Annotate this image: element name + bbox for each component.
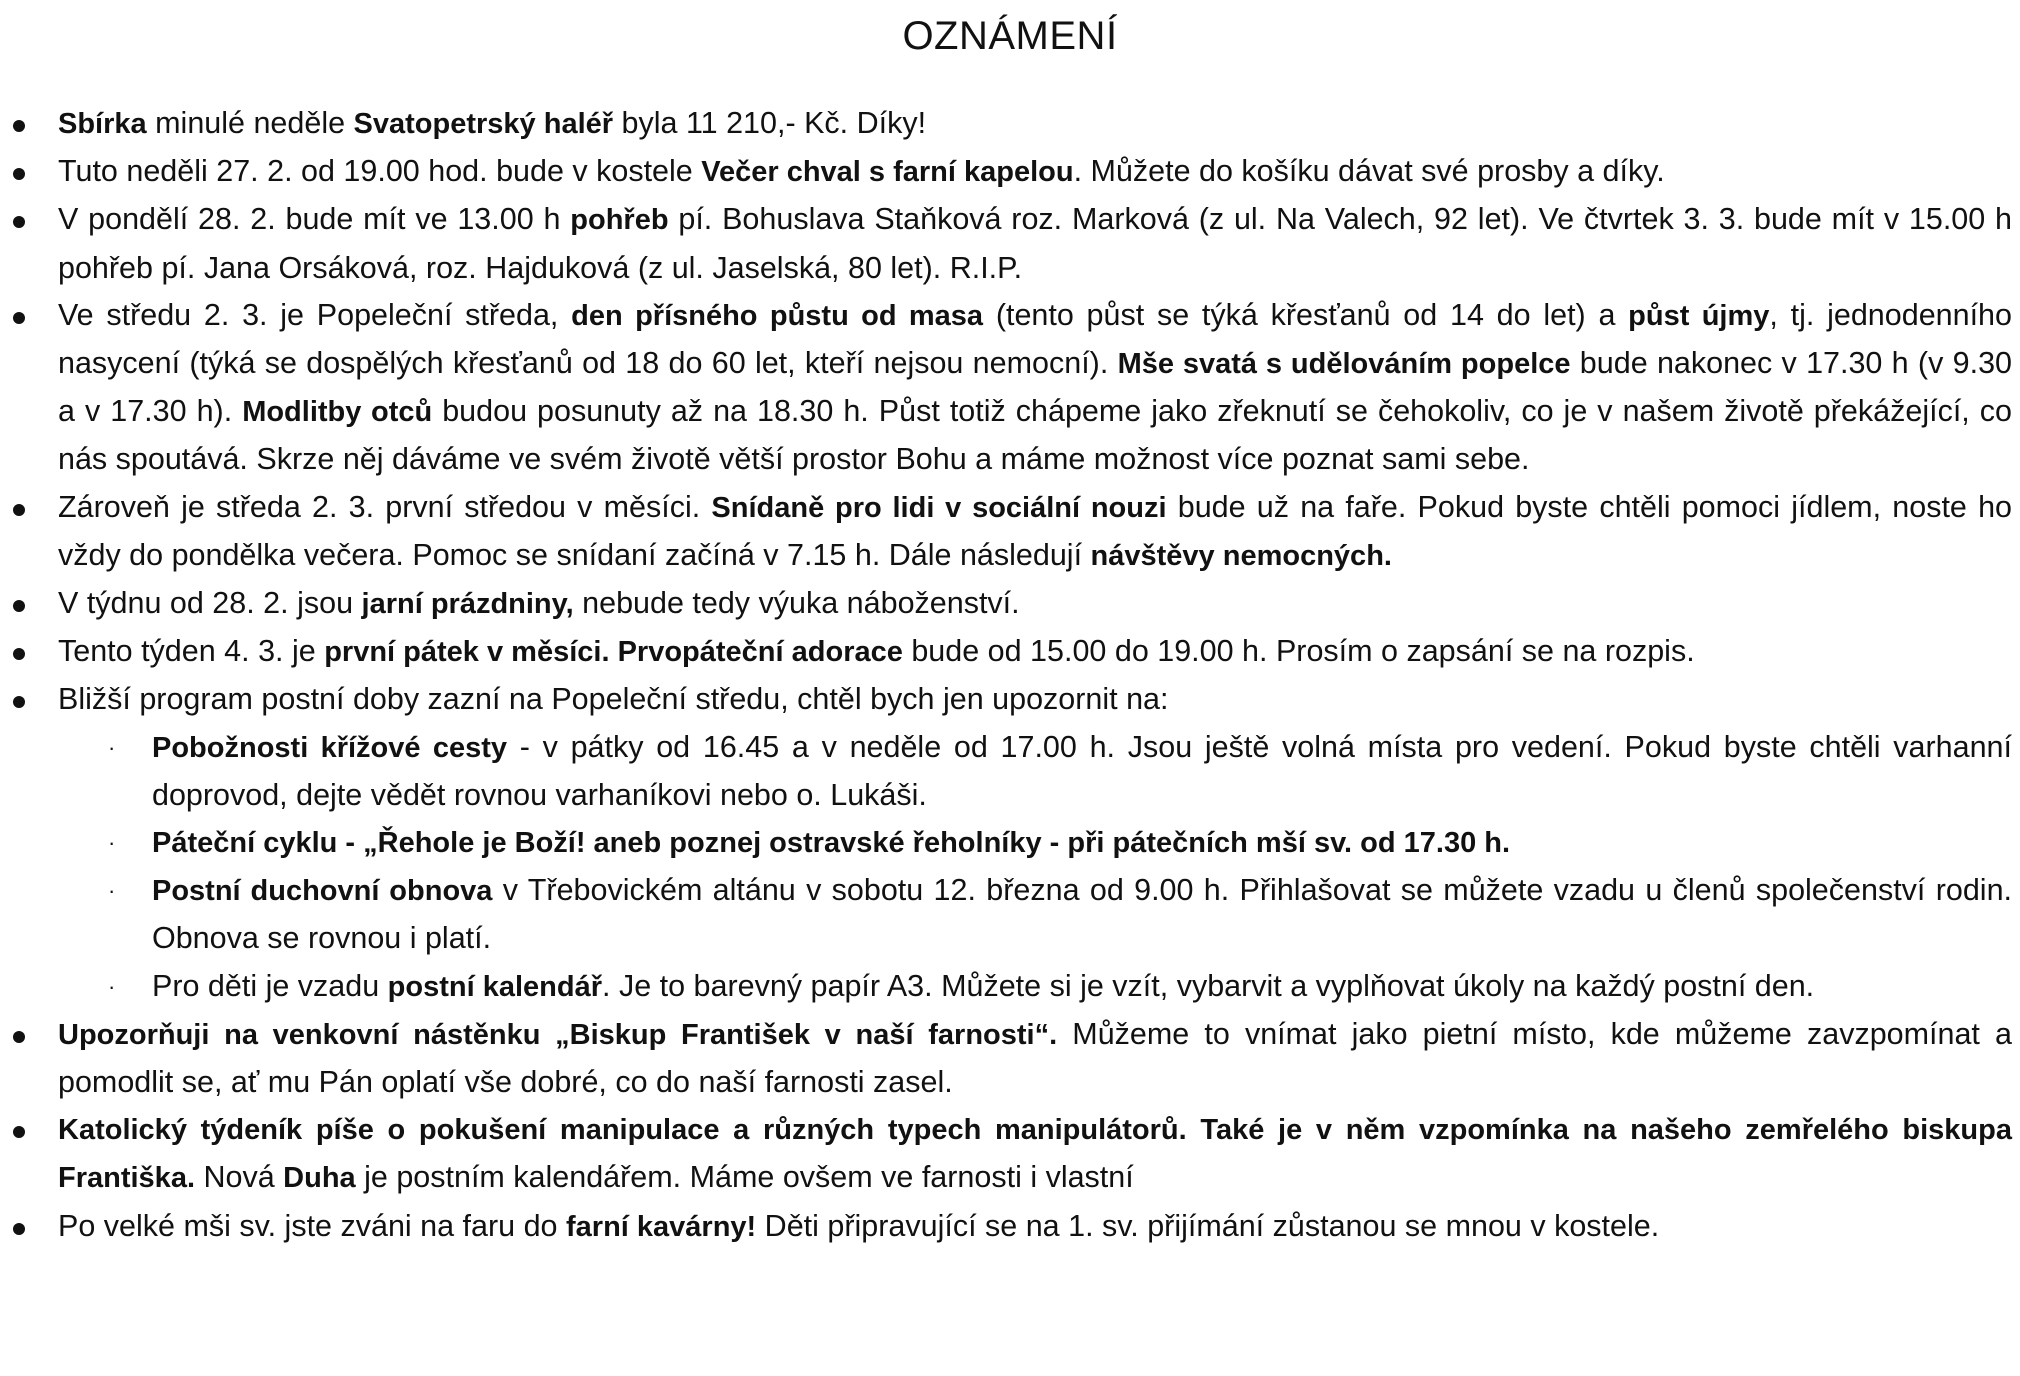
- bullet-icon: [13, 312, 25, 324]
- bold-text: Sbírka: [58, 108, 147, 140]
- bold-text: Postní duchovní obnova: [152, 875, 493, 908]
- sub-item: [58, 819, 2012, 867]
- announcement-item: [0, 100, 2012, 148]
- bullet-icon: [13, 1223, 25, 1235]
- text: (tento půst se týká křesťanů od 14 do let) a: [983, 297, 1629, 332]
- text: budou posunuty až na 18.30 h. Půst totiž chápeme jako zřeknutí se čehokoliv, co je v našem životě překážející, co nás spoutává. Skrze něj dáváme ve svém životě větší prostor Bohu a máme možnost více poznat sami sebe.: [58, 394, 2012, 477]
- bold-text: Páteční cyklu - „Řehole je Boží! aneb poznej ostravské řeholníky - při pátečních mší sv. od 17.30 h.: [152, 827, 1511, 860]
- bold-text: půst újmy: [1628, 299, 1770, 332]
- sub-item: [58, 724, 2012, 819]
- announcement-list: [0, 100, 2012, 1251]
- text: bude od 15.00 do 19.00 h. Prosím o zapsání se na rozpis.: [902, 634, 1695, 669]
- bold-text: Mše svatá s udělováním popelce: [1117, 348, 1571, 381]
- bullet-icon: [13, 504, 25, 516]
- text: v Třebovickém altánu v sobotu 12. března od 9.00 h. Přihlašovat se můžete vzadu u členů společenství rodin. Obnova se rovnou i platí.: [152, 873, 2013, 956]
- bullet-icon: [13, 600, 25, 612]
- bold-text: Duha: [283, 1162, 356, 1195]
- bold-text: postní kalendář: [387, 970, 602, 1003]
- announcement-item: [0, 196, 2012, 291]
- bullet-icon: [13, 648, 25, 660]
- text: minulé neděle: [146, 106, 354, 140]
- bold-text: Katolický týdeník píše o pokušení manipulace a různých typech manipulátorů. Také je v něm vzpomínka na našeho zemřelého biskupa Františka.: [58, 1114, 2012, 1195]
- sub-list: [58, 724, 2012, 1011]
- text: Pro děti je vzadu: [152, 968, 388, 1003]
- text: bude už na faře. Pokud byste chtěli pomoci jídlem, noste ho vždy do pondělka večera. Pomoc se snídaní začíná v 7.15 h. Dále následují: [58, 489, 2012, 572]
- bullet-icon: [13, 1031, 25, 1043]
- bullet-icon: [13, 168, 25, 180]
- text: Děti připravující se na 1. sv. přijímání zůstanou se mnou v kostele.: [756, 1208, 1660, 1243]
- announcement-item: [0, 292, 2012, 484]
- middle-dot-bullet-icon: ·: [108, 973, 116, 999]
- announcement-item: [0, 1203, 2012, 1251]
- bold-text: Večer chval s farní kapelou: [701, 156, 1074, 189]
- bullet-icon: [13, 120, 25, 132]
- text: Ve středu 2. 3. je Popeleční středa,: [58, 297, 572, 332]
- sub-item: [58, 963, 2012, 1011]
- bold-text: den přísného půstu od masa: [571, 299, 984, 332]
- bold-text: první pátek v měsíci. Prvopáteční adorace: [324, 636, 903, 669]
- announcement-item: [0, 628, 2012, 676]
- bold-text: Pobožnosti křížové cesty: [152, 731, 507, 764]
- text: - v pátky od 16.45 a v neděle od 17.00 h. Jsou ještě volná místa pro vedení. Pokud byste chtěli varhanní doprovod, dejte vědět rovnou varhaníkovi nebo o. Lukáši.: [152, 729, 2012, 812]
- bullet-icon: [13, 1126, 25, 1138]
- sub-item: [58, 867, 2012, 962]
- page-title: OZNÁMENÍ: [902, 14, 1118, 58]
- text: nebude tedy výuka náboženství.: [573, 586, 1020, 621]
- text: je postním kalendářem. Máme ovšem ve farnosti i vlastní: [355, 1160, 1134, 1195]
- announcement-item: [0, 1106, 2012, 1202]
- text: Po velké mši sv. jste zváni na faru do: [58, 1208, 566, 1243]
- middle-dot-bullet-icon: ·: [108, 734, 116, 760]
- text: V pondělí 28. 2. bude mít ve 13.00 h: [58, 202, 571, 237]
- text: V týdnu od 28. 2. jsou: [58, 586, 362, 621]
- text: Tuto neděli 27. 2. od 19.00 hod. bude v kostele: [58, 154, 702, 189]
- bold-text: Svatopetrský haléř: [353, 108, 614, 140]
- bold-text: Snídaně pro lidi v sociální nouzi: [711, 491, 1167, 524]
- text: byla 11 210,- Kč. Díky!: [613, 106, 927, 140]
- announcement-item: [0, 484, 2012, 580]
- middle-dot-bullet-icon: ·: [108, 878, 116, 904]
- bold-text: Modlitby otců: [242, 396, 433, 429]
- bold-text: Upozorňuji na venkovní nástěnku „Biskup František v naší farnosti“.: [58, 1018, 1058, 1051]
- text: Tento týden 4. 3. je: [58, 634, 325, 669]
- announcement-item: [0, 580, 2012, 628]
- text: , tj. jednodenního nasycení (týká se dospělých křesťanů od 18 do 60 let, kteří nejsou nemocní).: [58, 297, 2012, 381]
- text: bude nakonec v 17.30 h (v 9.30 a v 17.30 h).: [58, 346, 2012, 429]
- announcement-item: [0, 676, 2012, 1010]
- text: pí. Bohuslava Staňková roz. Marková (z ul. Na Valech, 92 let). Ve čtvrtek 3. 3. bude mít v 15.00 h pohřeb pí. Jana Orsáková, roz. Hajduková (z ul. Jaselská, 80 let). R.I.P.: [58, 202, 2012, 285]
- text: . Je to barevný papír A3. Můžete si je vzít, vybarvit a vyplňovat úkoly na každý postní den.: [602, 968, 1815, 1003]
- bold-text: pohřeb: [570, 204, 669, 237]
- text: Bližší program postní doby zazní na Popeleční středu, chtěl bych jen upozornit na:: [58, 682, 1169, 717]
- text: Nová: [195, 1160, 284, 1195]
- announcement-item: [0, 1011, 2012, 1106]
- bullet-icon: [13, 696, 25, 708]
- bullet-icon: [13, 216, 25, 228]
- bold-text: jarní prázdniny,: [361, 588, 574, 621]
- text: Můžeme to vnímat jako pietní místo, kde můžeme zavzpomínat a pomodlit se, ať mu Pán oplatí vše dobré, co do naší farnosti zasel.: [58, 1016, 2012, 1100]
- text: Zároveň je středa 2. 3. první středou v měsíci.: [58, 489, 712, 524]
- middle-dot-bullet-icon: ·: [108, 830, 116, 856]
- text: . Můžete do košíku dávat své prosby a díky.: [1073, 154, 1665, 189]
- bold-text: farní kavárny!: [566, 1210, 757, 1243]
- announcement-item: [0, 148, 2012, 196]
- bold-text: návštěvy nemocných.: [1090, 539, 1392, 572]
